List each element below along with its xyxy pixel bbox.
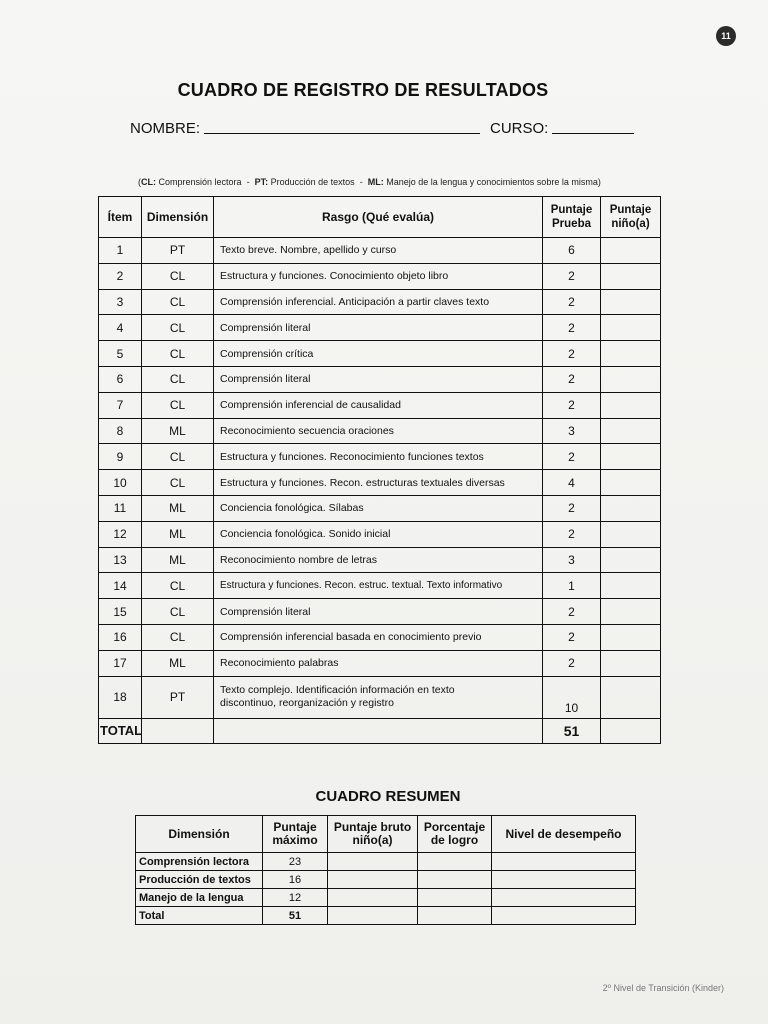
table-row [99, 470, 661, 496]
item-number: 2 [99, 263, 142, 289]
summary-row [136, 889, 636, 907]
item-puntaje-nino-cell[interactable] [601, 263, 661, 289]
header-puntaje-nino: Puntaje niño(a) [601, 197, 661, 238]
item-puntaje-prueba: 3 [543, 547, 601, 573]
item-rasgo: Comprensión literal [214, 315, 543, 341]
item-puntaje-nino-cell[interactable] [601, 676, 661, 718]
summary-nivel-cell[interactable] [492, 871, 636, 889]
item-number: 3 [99, 289, 142, 315]
item-dimension: ML [142, 418, 214, 444]
item-rasgo: Estructura y funciones. Conocimiento objeto libro [214, 263, 543, 289]
item-puntaje-nino-cell[interactable] [601, 444, 661, 470]
item-dimension: CL [142, 470, 214, 496]
table-row [99, 444, 661, 470]
summary-nivel-cell[interactable] [492, 889, 636, 907]
item-dimension: CL [142, 366, 214, 392]
nombre-field-line[interactable] [204, 133, 480, 134]
summary-table-header [136, 816, 636, 853]
item-rasgo: Reconocimiento palabras [214, 650, 543, 676]
summary-row [136, 853, 636, 871]
summary-header-porcentaje: Porcentaje de logro [418, 816, 492, 853]
total-row [99, 718, 661, 743]
item-rasgo-line: discontinuo, reorganización y registro [220, 697, 394, 710]
item-number: 11 [99, 495, 142, 521]
item-puntaje-prueba: 2 [543, 263, 601, 289]
item-dimension: PT [142, 676, 214, 718]
item-number: 7 [99, 392, 142, 418]
table-row [99, 392, 661, 418]
item-number: 17 [99, 650, 142, 676]
header-rasgo: Rasgo (Qué evalúa) [214, 197, 543, 238]
total-empty-cell [214, 718, 543, 743]
item-dimension: CL [142, 624, 214, 650]
item-dimension: ML [142, 521, 214, 547]
item-puntaje-prueba: 2 [543, 521, 601, 547]
item-puntaje-nino-cell[interactable] [601, 599, 661, 625]
item-rasgo: Comprensión literal [214, 599, 543, 625]
table-row [99, 521, 661, 547]
table-row [99, 650, 661, 676]
summary-nivel-cell[interactable] [492, 907, 636, 925]
summary-table [135, 815, 636, 925]
item-puntaje-nino-cell[interactable] [601, 495, 661, 521]
item-puntaje-nino-cell[interactable] [601, 547, 661, 573]
item-puntaje-nino-cell[interactable] [601, 418, 661, 444]
table-row [99, 418, 661, 444]
item-number: 16 [99, 624, 142, 650]
item-rasgo-line: Texto complejo. Identificación información en texto [220, 684, 455, 697]
item-number: 4 [99, 315, 142, 341]
table-row [99, 315, 661, 341]
summary-title: CUADRO RESUMEN [315, 788, 461, 805]
dimension-legend: (CL: Comprensión lectora - PT: Producción de textos - ML: Manejo de la lengua y conocimientos sobre la misma) [138, 177, 601, 187]
item-dimension: CL [142, 573, 214, 599]
student-info-row [130, 120, 650, 140]
summary-header-puntaje-bruto: Puntaje bruto niño(a) [328, 816, 418, 853]
item-rasgo [214, 676, 543, 718]
item-number: 9 [99, 444, 142, 470]
summary-porcentaje-cell[interactable] [418, 907, 492, 925]
item-dimension: CL [142, 341, 214, 367]
item-dimension: ML [142, 495, 214, 521]
total-empty-cell [142, 718, 214, 743]
item-dimension: CL [142, 289, 214, 315]
summary-bruto-cell[interactable] [328, 871, 418, 889]
summary-dimension: Total [136, 907, 263, 925]
item-dimension: CL [142, 599, 214, 625]
item-puntaje-prueba: 1 [543, 573, 601, 599]
header-puntaje-prueba: Puntaje Prueba [543, 197, 601, 238]
table-row [99, 341, 661, 367]
item-dimension: CL [142, 315, 214, 341]
item-rasgo: Comprensión crítica [214, 341, 543, 367]
item-number: 15 [99, 599, 142, 625]
results-table [98, 196, 661, 744]
summary-row [136, 871, 636, 889]
item-puntaje-nino-cell[interactable] [601, 650, 661, 676]
summary-max: 16 [263, 871, 328, 889]
table-row [99, 624, 661, 650]
item-puntaje-prueba: 2 [543, 366, 601, 392]
item-puntaje-prueba: 2 [543, 289, 601, 315]
table-row [99, 676, 661, 718]
item-puntaje-nino-cell[interactable] [601, 392, 661, 418]
item-puntaje-nino-cell[interactable] [601, 470, 661, 496]
item-dimension: CL [142, 392, 214, 418]
total-value: 51 [543, 718, 601, 743]
item-puntaje-prueba: 6 [543, 238, 601, 264]
curso-label: CURSO: [490, 120, 549, 137]
summary-bruto-cell[interactable] [328, 889, 418, 907]
page-title: CUADRO DE REGISTRO DE RESULTADOS [177, 80, 549, 100]
item-puntaje-nino-cell[interactable] [601, 573, 661, 599]
summary-porcentaje-cell[interactable] [418, 853, 492, 871]
item-puntaje-nino-cell[interactable] [601, 315, 661, 341]
summary-dimension: Producción de textos [136, 871, 263, 889]
item-rasgo: Reconocimiento nombre de letras [214, 547, 543, 573]
summary-porcentaje-cell[interactable] [418, 871, 492, 889]
table-row [99, 573, 661, 599]
table-row [99, 599, 661, 625]
item-puntaje-nino-cell[interactable] [601, 366, 661, 392]
item-puntaje-prueba: 2 [543, 444, 601, 470]
item-rasgo: Comprensión inferencial. Anticipación a partir claves texto [214, 289, 543, 315]
summary-dimension: Manejo de la lengua [136, 889, 263, 907]
total-label: TOTAL [99, 718, 142, 743]
item-puntaje-prueba: 2 [543, 392, 601, 418]
summary-nivel-cell[interactable] [492, 853, 636, 871]
header-item: Ítem [99, 197, 142, 238]
total-nino-cell[interactable] [601, 718, 661, 743]
item-rasgo: Estructura y funciones. Reconocimiento funciones textos [214, 444, 543, 470]
table-row [99, 289, 661, 315]
curso-field-line[interactable] [552, 133, 634, 134]
item-dimension: CL [142, 444, 214, 470]
item-number: 6 [99, 366, 142, 392]
item-puntaje-prueba: 3 [543, 418, 601, 444]
item-rasgo: Reconocimiento secuencia oraciones [214, 418, 543, 444]
item-rasgo: Conciencia fonológica. Sílabas [214, 495, 543, 521]
summary-porcentaje-cell[interactable] [418, 889, 492, 907]
item-number: 8 [99, 418, 142, 444]
footer-caption: 2º Nivel de Transición (Kinder) [602, 983, 724, 993]
page-number-badge: 11 [716, 26, 736, 46]
item-puntaje-prueba: 2 [543, 650, 601, 676]
item-number: 5 [99, 341, 142, 367]
header-dimension: Dimensión [142, 197, 214, 238]
item-dimension: PT [142, 238, 214, 264]
summary-max: 51 [263, 907, 328, 925]
table-row [99, 547, 661, 573]
item-puntaje-prueba: 2 [543, 599, 601, 625]
item-number: 12 [99, 521, 142, 547]
item-rasgo: Estructura y funciones. Recon. estructuras textuales diversas [214, 470, 543, 496]
nombre-label: NOMBRE: [130, 120, 201, 137]
summary-header-dimension: Dimensión [136, 816, 263, 853]
summary-total-row [136, 907, 636, 925]
item-puntaje-nino-cell[interactable] [601, 521, 661, 547]
table-row [99, 495, 661, 521]
item-puntaje-prueba: 2 [543, 315, 601, 341]
summary-bruto-cell[interactable] [328, 907, 418, 925]
item-puntaje-nino-cell[interactable] [601, 289, 661, 315]
item-rasgo: Comprensión literal [214, 366, 543, 392]
item-rasgo: Conciencia fonológica. Sonido inicial [214, 521, 543, 547]
item-puntaje-prueba: 2 [543, 341, 601, 367]
item-dimension: ML [142, 650, 214, 676]
item-puntaje-prueba: 2 [543, 624, 601, 650]
item-rasgo: Comprensión inferencial basada en conocimiento previo [214, 624, 543, 650]
item-puntaje-prueba: 10 [543, 676, 601, 718]
item-number: 1 [99, 238, 142, 264]
item-rasgo: Texto breve. Nombre, apellido y curso [214, 238, 543, 264]
summary-header-puntaje-maximo: Puntaje máximo [263, 816, 328, 853]
item-number: 14 [99, 573, 142, 599]
item-puntaje-nino-cell[interactable] [601, 341, 661, 367]
item-dimension: ML [142, 547, 214, 573]
table-row [99, 263, 661, 289]
table-row [99, 238, 661, 264]
summary-header-nivel: Nivel de desempeño [492, 816, 636, 853]
item-number: 10 [99, 470, 142, 496]
item-dimension: CL [142, 263, 214, 289]
summary-bruto-cell[interactable] [328, 853, 418, 871]
results-table-header [99, 197, 661, 238]
item-rasgo: Comprensión inferencial de causalidad [214, 392, 543, 418]
item-puntaje-prueba: 4 [543, 470, 601, 496]
summary-max: 12 [263, 889, 328, 907]
summary-dimension: Comprensión lectora [136, 853, 263, 871]
item-puntaje-prueba: 2 [543, 495, 601, 521]
item-puntaje-nino-cell[interactable] [601, 238, 661, 264]
summary-max: 23 [263, 853, 328, 871]
item-rasgo: Estructura y funciones. Recon. estruc. textual. Texto informativo [214, 573, 543, 599]
table-row [99, 366, 661, 392]
item-number: 18 [99, 676, 142, 718]
item-number: 13 [99, 547, 142, 573]
item-puntaje-nino-cell[interactable] [601, 624, 661, 650]
